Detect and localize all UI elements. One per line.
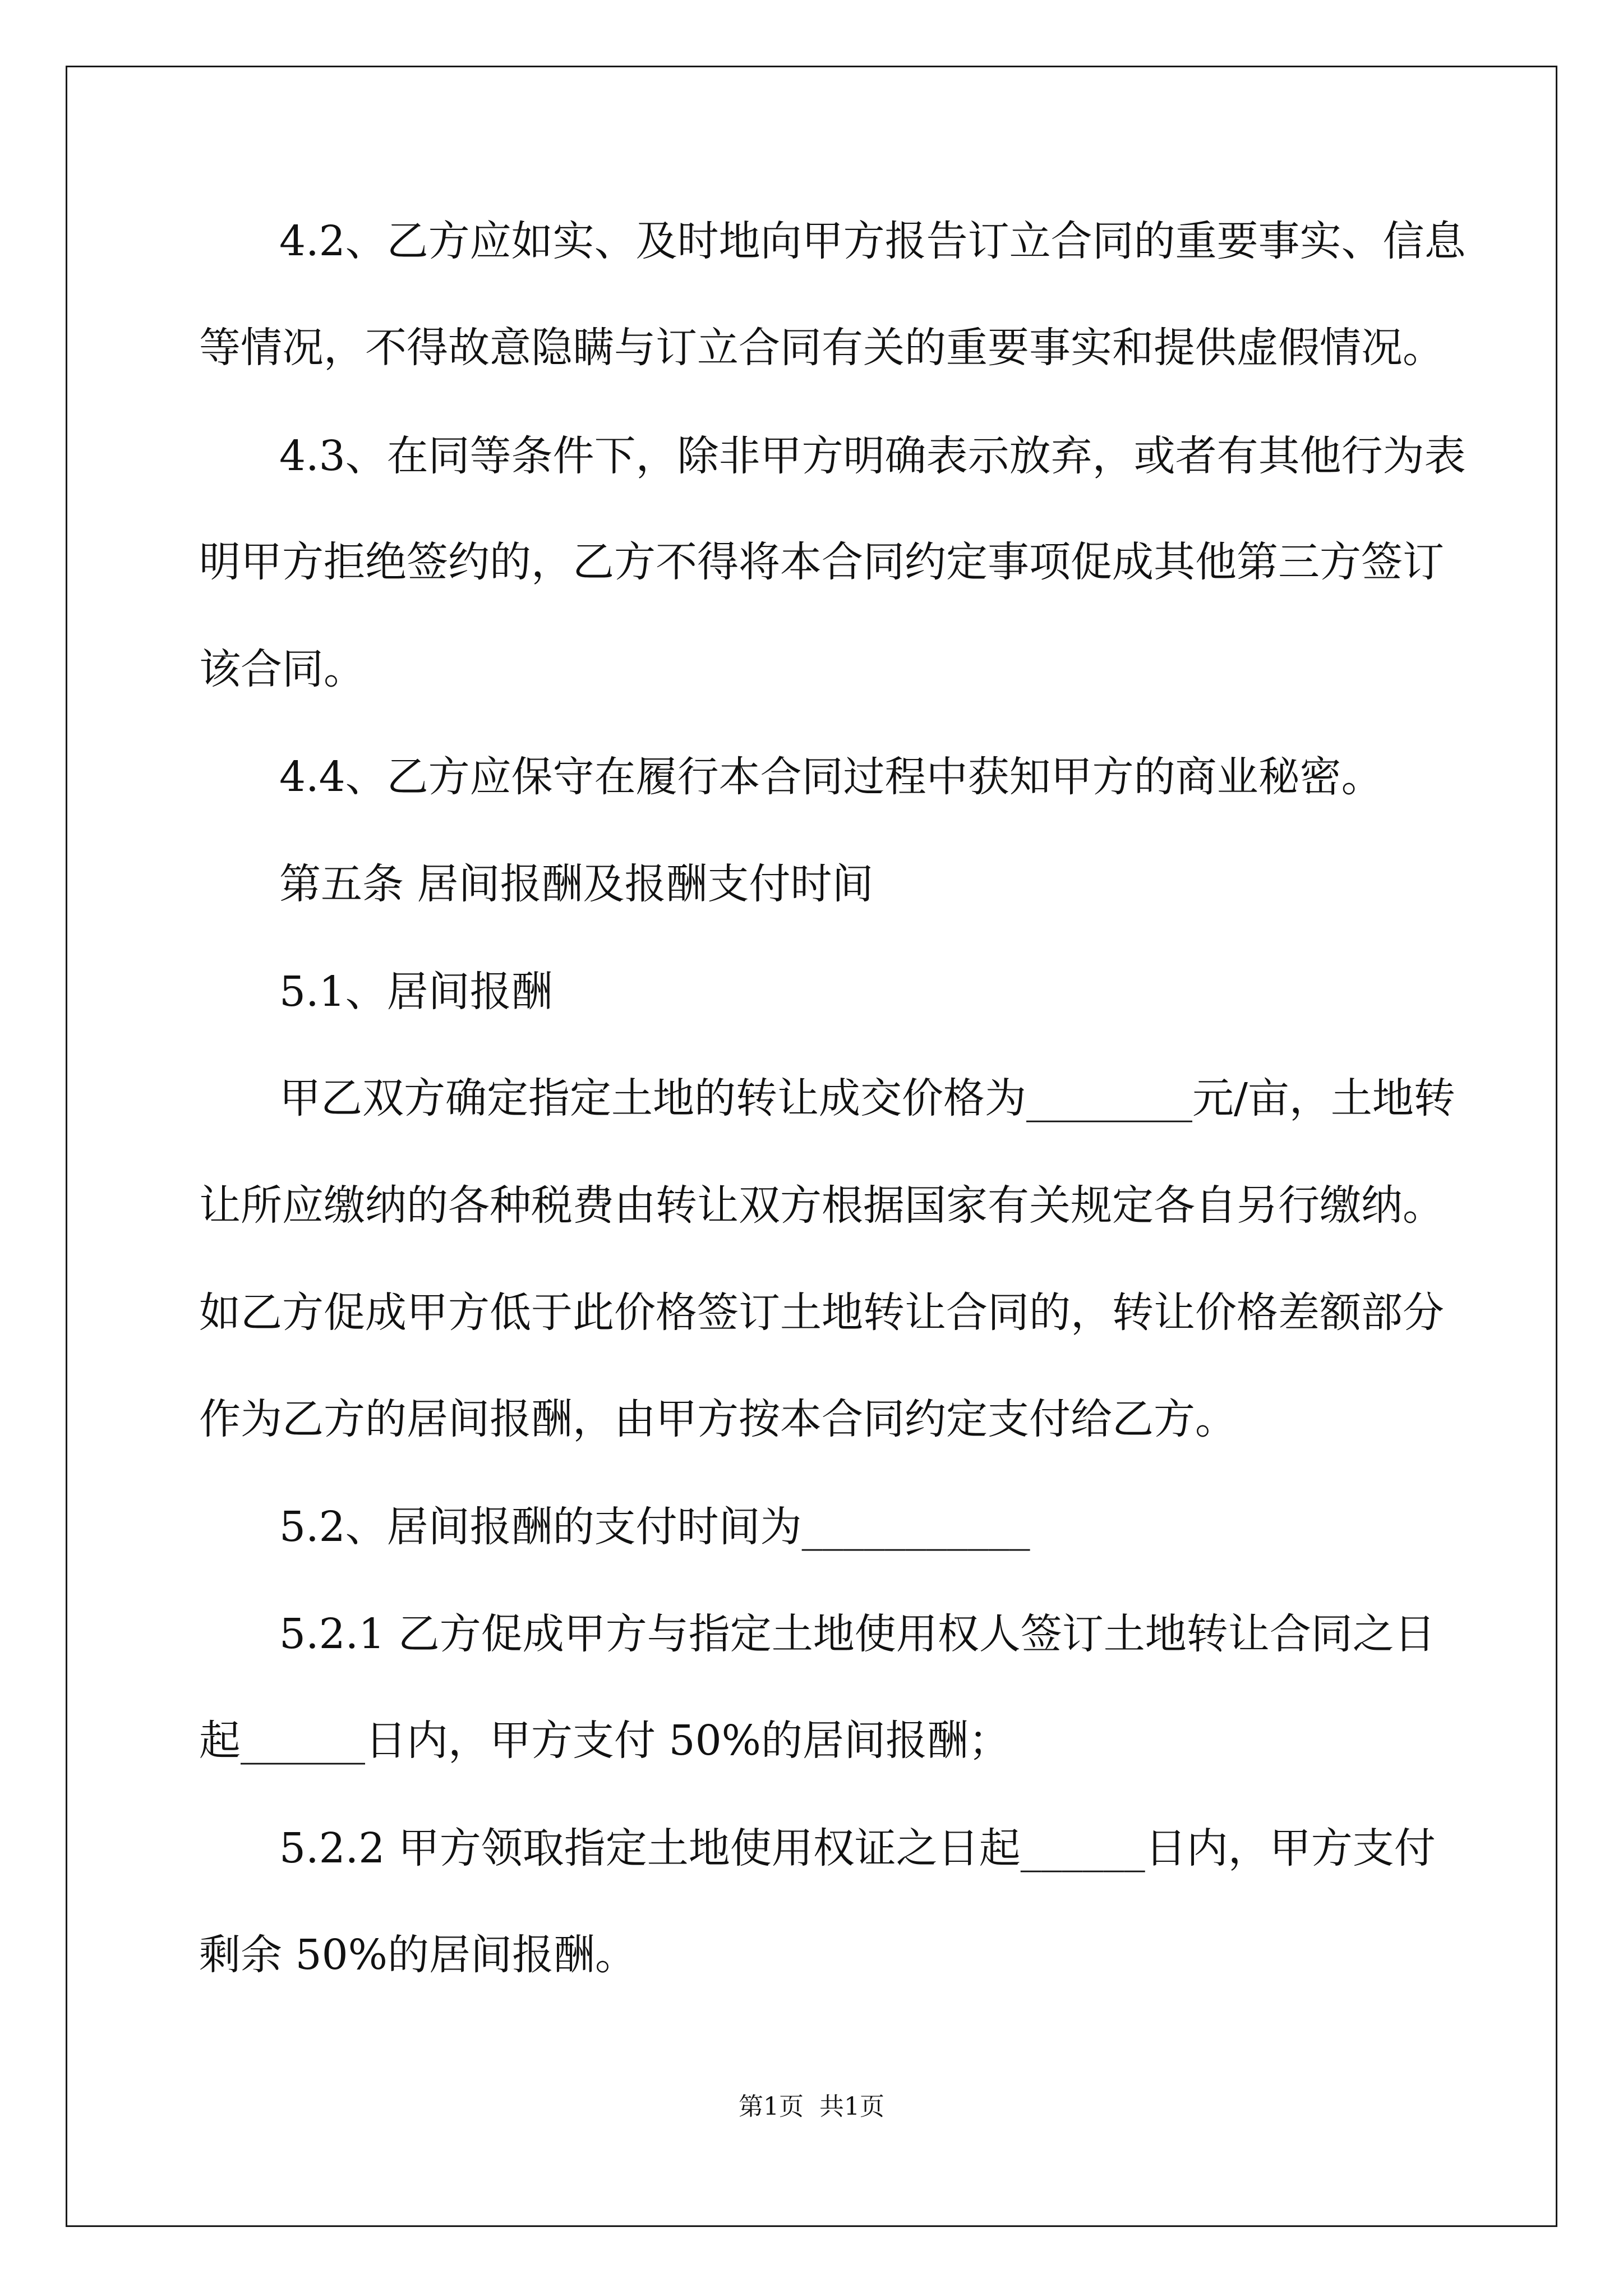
paragraph-4-3-line-2: 明甲方拒绝签约的，乙方不得将本合同约定事项促成其他第三方签订 (199, 538, 1444, 586)
paragraph-price-line-4: 作为乙方的居间报酬，由甲方按本合同约定支付给乙方。 (199, 1395, 1237, 1443)
paragraph-price-line-2: 让所应缴纳的各种税费由转让双方根据国家有关规定各自另行缴纳。 (199, 1181, 1444, 1230)
paragraph-5-2-2-line-2: 剩余 50%的居间报酬。 (199, 1931, 637, 1979)
paragraph-5-2-1-line-2: 起______日内，甲方支付 50%的居间报酬； (199, 1717, 1010, 1765)
paragraph-price-line-3: 如乙方促成甲方低于此价格签订土地转让合同的，转让价格差额部分 (199, 1289, 1444, 1337)
paragraph-price-line-1: 甲乙双方确定指定土地的转让成交价格为________元/亩，土地转 (279, 1074, 1455, 1122)
page-border (66, 66, 1557, 2227)
paragraph-4-3-line-3: 该合同。 (199, 645, 365, 693)
page-number-footer: 第1页 共1页 (739, 2092, 884, 2121)
paragraph-5-2-2-line-1: 5.2.2 甲方领取指定土地使用权证之日起______日内，甲方支付 (279, 1824, 1436, 1872)
paragraph-4-2-line-2: 等情况，不得故意隐瞒与订立合同有关的重要事实和提供虚假情况。 (199, 324, 1444, 372)
paragraph-4-4: 4.4、乙方应保守在履行本合同过程中获知甲方的商业秘密。 (279, 753, 1383, 801)
paragraph-4-3-line-1: 4.3、在同等条件下，除非甲方明确表示放弃，或者有其他行为表 (279, 432, 1466, 480)
paragraph-5-2-1-line-1: 5.2.1 乙方促成甲方与指定土地使用权人签订土地转让合同之日 (279, 1610, 1436, 1658)
subheading-5-1: 5.1、居间报酬 (279, 968, 553, 1016)
paragraph-5-2: 5.2、居间报酬的支付时间为___________ (279, 1503, 1030, 1551)
paragraph-4-2-line-1: 4.2、乙方应如实、及时地向甲方报告订立合同的重要事实、信息 (279, 217, 1466, 265)
section-heading-article-5: 第五条 居间报酬及报酬支付时间 (279, 860, 874, 908)
